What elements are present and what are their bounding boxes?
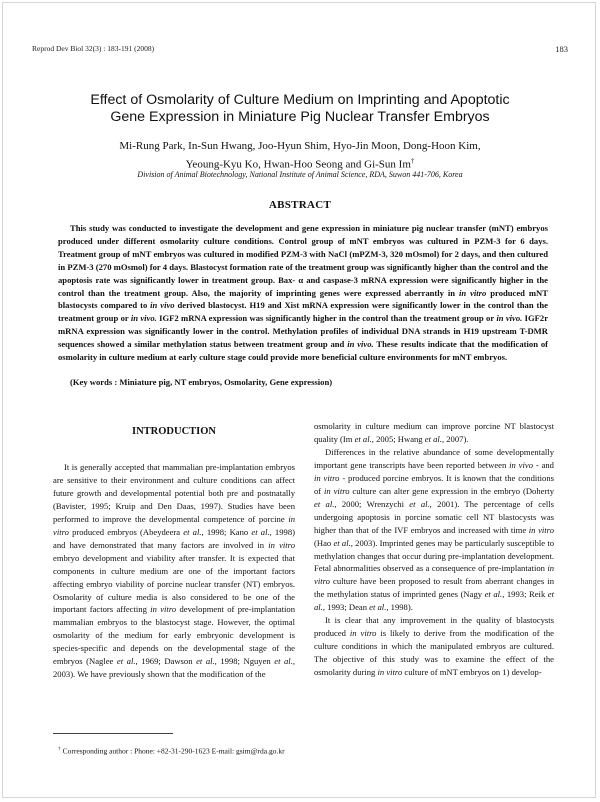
body-text: , 1998; Kano bbox=[201, 526, 252, 537]
body-text: , 2003). We have previously shown that the modification of the bbox=[53, 656, 295, 680]
affiliation: Division of Animal Biotechnology, National Institute of Animal Science, RDA, Suwon 441-706, Korea bbox=[137, 170, 463, 179]
article-title bbox=[50, 92, 550, 126]
body-italic: in vitro bbox=[324, 485, 350, 496]
footnote-mark: † bbox=[58, 746, 61, 752]
body-text: - produced porcine embryos. It is known that the conditions of bbox=[314, 472, 554, 496]
body-italic: et al. bbox=[314, 498, 335, 509]
body-italic: et al. bbox=[274, 656, 293, 667]
abstract-text: This study was conducted to investigate the development and gene expression in miniature pig nuclear transfer (mNT) embryos produced under different osmolarity culture conditions. Control group of mNT embryos was cultured in PZM-3 for 6 days. Treatment group of mNT embryos was cultured in modified PZM-3 with NaCl (mPZM-3, 320 mOsmol) for 2 days, and then cultured in PZM-3 (270 mOsmol) for 4 days. Blastocyst formation rate of the treatment group was significantly higher than the control and the apoptosis rate was significantly lower in treatment group. Bax- α and caspase-3 mRNA expression were significantly higher in the control than the treatment group. Also, the majority of imprinting genes were expressed aberrantly in bbox=[58, 223, 548, 298]
body-text: , 2003). Imprinted genes may be particularly susceptible to methylation changes that occur during pre-implantation development. Fetal abnormalities observed as a consequence of pre-implantation bbox=[314, 537, 555, 574]
abstract-text: IGF2r mRNA expression was significantly lower in the control. Methylation profiles of individual DNA strands in H19 upstream T-DMR sequences showed a similar methylation status between treatment group and bbox=[58, 313, 549, 350]
authors-line-2-text: Yeoung-Kyu Ko, Hwan-Hoo Seong and Gi-Sun Im bbox=[185, 158, 411, 171]
corresponding-mark: † bbox=[410, 157, 415, 165]
body-text: development of pre-implantation mammalian embryos to the blastocyst stage. However, the optimal osmolarity of the medium for early embryonic development is species-specific and depends on the developmental stage of the embryos (Naglee bbox=[53, 604, 296, 667]
body-text: , 1969; Dawson bbox=[135, 656, 197, 667]
body-text: Differences in the relative abundance of some developmentally important gene transcripts have been reported between bbox=[314, 446, 554, 470]
body-text: , 2000; Wrenzychi bbox=[334, 498, 410, 509]
author-list bbox=[60, 139, 540, 173]
body-text: , 1993; Reik bbox=[502, 589, 548, 600]
body-italic: in vitro bbox=[314, 472, 340, 483]
body-italic: in vitro bbox=[268, 539, 296, 550]
body-italic: et al. bbox=[333, 537, 351, 548]
abstract-body bbox=[58, 222, 548, 364]
corresponding-author-footnote bbox=[58, 746, 285, 756]
abstract-italic: in vivo. bbox=[347, 339, 374, 350]
body-italic: et al. bbox=[369, 602, 387, 613]
abstract-italic: in vivo bbox=[150, 300, 175, 311]
body-text: embryo development and viability after transfer. It is expected that components in culture medium are one of the important factors affecting embryo viability of porcine nuclear transfer (NT) embryos. Osmolarity of culture media is also considered to be one of the important factors affecting bbox=[53, 552, 295, 615]
body-text: (Hao bbox=[314, 537, 334, 548]
body-text: , 1998; Nguyen bbox=[214, 656, 275, 667]
body-text: , 2001). The percentage of cells undergoing apoptosis in porcine somatic cell NT blastocysts was higher than that of the IVF embryos and increased with time bbox=[314, 498, 554, 535]
body-italic: et al. bbox=[314, 589, 554, 613]
body-text: It is clear that any improvement in the quality of blastocysts produced bbox=[314, 615, 554, 639]
body-italic: in vitro bbox=[314, 563, 554, 587]
title-line-2: Gene Expression in Miniature Pig Nuclear Transfer Embryos bbox=[110, 109, 490, 125]
abstract-text: IGF2 mRNA expression was significantly higher in the control than the treatment group or bbox=[156, 313, 497, 324]
footnote-rule bbox=[53, 733, 173, 734]
authors-line-1: Mi-Rung Park, In-Sun Hwang, Joo-Hyun Shim, Hyo-Jin Moon, Dong-Hoon Kim, bbox=[119, 140, 481, 152]
body-italic: et al. bbox=[484, 589, 503, 600]
body-italic: in vitro bbox=[528, 524, 554, 535]
body-italic: in vitro bbox=[150, 604, 177, 615]
body-italic: in vitro bbox=[53, 513, 295, 537]
paragraph-3 bbox=[314, 614, 554, 679]
body-text: culture have been proposed to result from aberrant changes in the methylation status of imprinted genes (Nagy bbox=[314, 576, 554, 600]
abstract-italic: in vitro bbox=[458, 287, 487, 298]
body-text: produced embryos (Abeydeera bbox=[68, 526, 184, 537]
body-text: , 1998) and have demonstrated that many factors are involved in bbox=[53, 526, 295, 550]
abstract-text: derived blastocyst. H19 and Xist mRNA expression were significantly lower in the control than the treatment group or bbox=[58, 300, 548, 324]
body-italic: in vitro bbox=[377, 667, 403, 678]
footnote-text: Corresponding author : Phone: +82-31-290-1623 E-mail: gsim@rda.go.kr bbox=[60, 746, 285, 756]
introduction-heading: INTRODUCTION bbox=[131, 426, 216, 437]
body-italic: in vitro bbox=[349, 628, 377, 639]
body-italic: et al. bbox=[409, 498, 430, 509]
running-head: Reprod Dev Biol 32(3) : 183-191 (2008) bbox=[32, 44, 155, 53]
body-text: osmolarity in culture medium can improve porcine NT blastocyst quality (Im bbox=[314, 421, 554, 444]
paragraph-2 bbox=[314, 446, 554, 614]
body-text: - and bbox=[533, 459, 554, 470]
body-italic: et al. bbox=[183, 526, 202, 537]
body-text: , 2007). bbox=[441, 433, 469, 444]
title-line-1: Effect of Osmolarity of Culture Medium on Imprinting and Apoptotic bbox=[90, 92, 510, 108]
body-text: culture can alter gene expression in the embryo (Doherty bbox=[349, 485, 554, 496]
body-italic: et al. bbox=[116, 656, 136, 667]
body-italic: et al. bbox=[196, 656, 215, 667]
body-italic: et al. bbox=[354, 433, 372, 444]
right-column bbox=[314, 420, 554, 679]
body-text: , 1993; Dean bbox=[322, 602, 370, 613]
body-text: , 1998). bbox=[386, 602, 413, 613]
body-text: culture of mNT embryos on 1) develop- bbox=[402, 667, 542, 678]
body-italic: in vivo bbox=[509, 459, 533, 470]
keywords: (Key words : Miniature pig, NT embryos, Osmolarity, Gene expression) bbox=[70, 377, 333, 387]
body-text: It is generally accepted that mammalian pre-implantation embryos are sensitive to their environment and culture conditions can affect future growth and developmental potential both pre and postnatally (Bavister, 1995; Kruip and Den Daas, 1997). Studies have been performed to improve the developmental competence of porcine bbox=[53, 462, 295, 524]
body-text: , 2005; Hwang bbox=[371, 433, 425, 444]
abstract-text: These results indicate that the modification of osmolarity in culture medium at early culture stage could provide more beneficial culture environments for mNT embryos. bbox=[58, 339, 548, 363]
body-italic: et al. bbox=[424, 433, 442, 444]
body-italic: et al. bbox=[251, 526, 270, 537]
abstract-italic: in vivo. bbox=[496, 313, 523, 324]
page-number: 183 bbox=[555, 44, 568, 54]
left-column-paragraph bbox=[53, 461, 295, 681]
abstract-text: produced mNT blastocysts compared to bbox=[58, 287, 548, 311]
body-text: is likely to derive from the modification of the culture conditions in which the manipulated embryos are cultured. The objective of this study was to examine the effect of the osmolarity during bbox=[314, 628, 554, 678]
abstract-heading: ABSTRACT bbox=[268, 199, 332, 211]
abstract-italic: in vivo. bbox=[130, 313, 157, 324]
paragraph-continuation bbox=[314, 420, 554, 446]
